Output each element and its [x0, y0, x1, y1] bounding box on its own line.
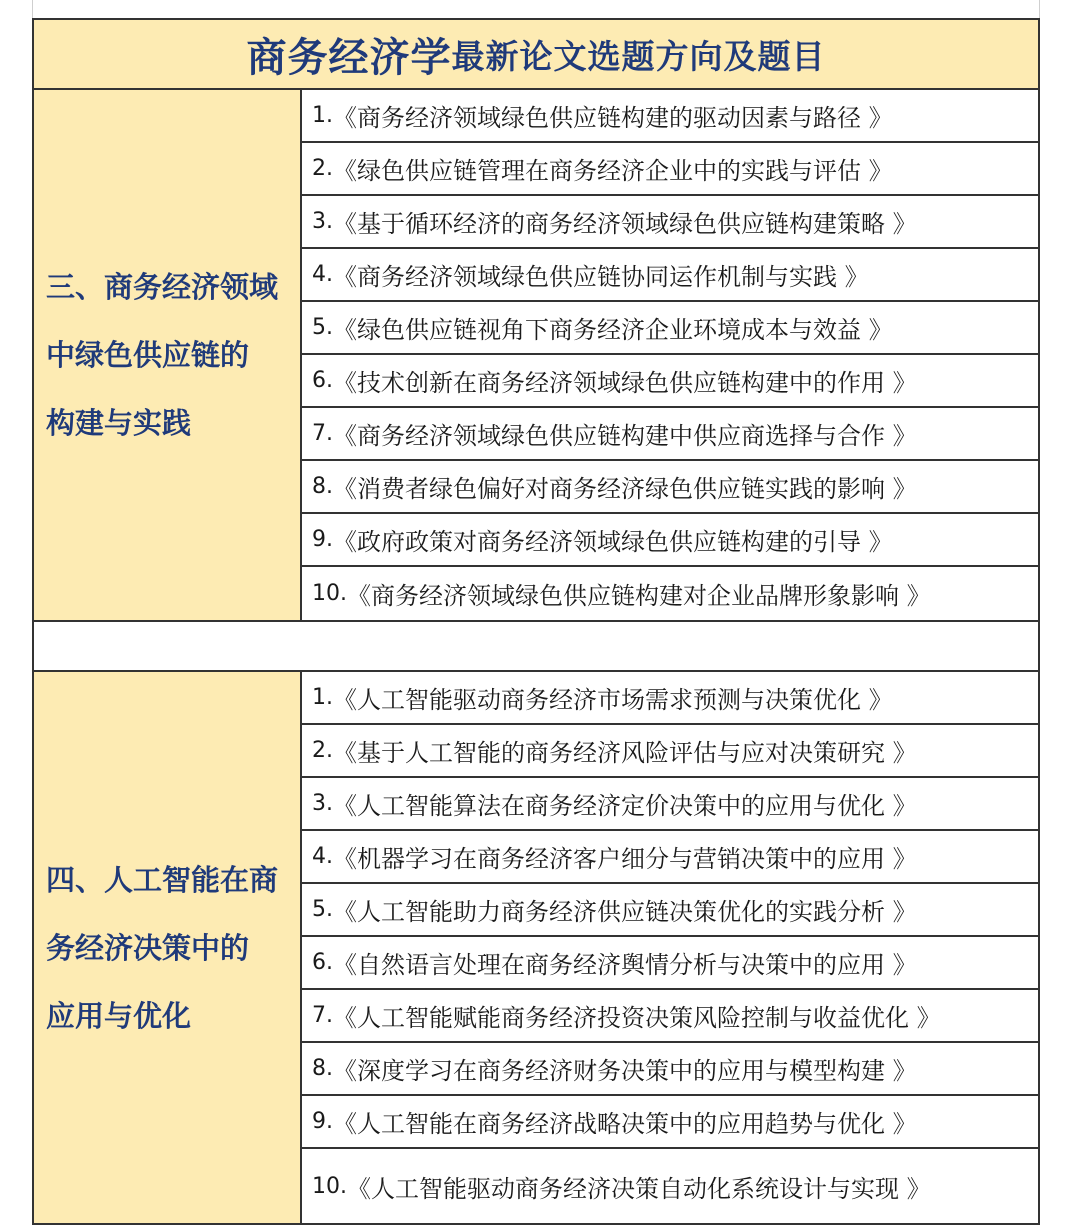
topic-item	[302, 567, 1038, 620]
topic-number: 8.	[312, 474, 333, 499]
topic-list	[302, 672, 1038, 1223]
top-edge	[32, 0, 1040, 18]
topic-item	[302, 937, 1038, 990]
topic-number: 1.	[312, 685, 333, 710]
topic-title: 《人工智能驱动商务经济决策自动化系统设计与实现 》	[347, 1174, 931, 1203]
topic-item	[302, 778, 1038, 831]
section-label-line: 构建与实践	[46, 406, 192, 440]
topic-title: 《商务经济领域绿色供应链构建对企业品牌形象影响 》	[347, 582, 931, 610]
topic-number: 7.	[312, 421, 333, 446]
topic-item	[302, 514, 1038, 567]
section-label-line: 中绿色供应链的	[46, 338, 250, 372]
topic-item	[302, 884, 1038, 937]
topic-item	[302, 831, 1038, 884]
topic-item	[302, 990, 1038, 1043]
section-label-line: 务经济决策中的	[46, 930, 250, 965]
empty-row	[34, 622, 1038, 672]
topic-number: 7.	[312, 1003, 333, 1028]
topic-title: 《绿色供应链视角下商务经济企业环境成本与效益 》	[333, 316, 893, 344]
topic-number: 1.	[312, 103, 333, 128]
section-label-line: 应用与优化	[46, 998, 192, 1033]
topic-item	[302, 1043, 1038, 1096]
topic-item	[302, 1096, 1038, 1149]
topic-title: 《机器学习在商务经济客户细分与营销决策中的应用 》	[333, 845, 917, 873]
topic-number: 2.	[312, 156, 333, 181]
topic-title: 《人工智能赋能商务经济投资决策风险控制与收益优化 》	[333, 1004, 941, 1032]
topic-title: 《人工智能助力商务经济供应链决策优化的实践分析 》	[333, 898, 917, 926]
topic-item	[302, 408, 1038, 461]
topic-item	[302, 672, 1038, 725]
topic-title: 《绿色供应链管理在商务经济企业中的实践与评估 》	[333, 157, 893, 185]
topic-item	[302, 302, 1038, 355]
topic-number: 4.	[312, 844, 333, 869]
topic-title: 《深度学习在商务经济财务决策中的应用与模型构建 》	[333, 1057, 917, 1085]
section-label-line: 四、人工智能在商	[46, 862, 279, 897]
topic-number: 6.	[312, 950, 333, 975]
section-ai-decision	[34, 672, 1038, 1223]
topic-title: 《商务经济领域绿色供应链构建的驱动因素与路径 》	[333, 104, 893, 132]
topic-list	[302, 90, 1038, 620]
topic-number: 3.	[312, 791, 333, 816]
section-label-line: 三、商务经济领域	[46, 270, 279, 304]
topic-title: 《技术创新在商务经济领域绿色供应链构建中的作用 》	[333, 369, 917, 397]
section-label-text	[46, 253, 278, 457]
topic-number: 5.	[312, 315, 333, 340]
topic-number: 4.	[312, 262, 333, 287]
table-title	[34, 20, 1038, 90]
topic-number: 9.	[312, 1109, 333, 1134]
section-label	[34, 672, 302, 1223]
topic-item	[302, 249, 1038, 302]
topic-number: 10.	[312, 581, 347, 606]
topic-title: 《消费者绿色偏好对商务经济绿色供应链实践的影响 》	[333, 475, 917, 503]
topic-title: 《人工智能在商务经济战略决策中的应用趋势与优化 》	[333, 1110, 917, 1138]
topic-number: 6.	[312, 368, 333, 393]
topic-title: 《政府政策对商务经济领域绿色供应链构建的引导 》	[333, 528, 893, 556]
topic-number: 9.	[312, 527, 333, 552]
section-label-text	[46, 846, 278, 1050]
topic-item	[302, 90, 1038, 143]
topic-title: 《自然语言处理在商务经济舆情分析与决策中的应用 》	[333, 951, 917, 979]
topics-table	[32, 18, 1040, 1225]
topic-number: 3.	[312, 209, 333, 234]
topic-title: 《基于循环经济的商务经济领域绿色供应链构建策略 》	[333, 210, 917, 238]
topic-number: 5.	[312, 897, 333, 922]
topic-title: 《商务经济领域绿色供应链构建中供应商选择与合作 》	[333, 422, 917, 450]
section-label	[34, 90, 302, 620]
topic-number: 8.	[312, 1056, 333, 1081]
topic-item	[302, 143, 1038, 196]
topic-item	[302, 725, 1038, 778]
topic-title: 《基于人工智能的商务经济风险评估与应对决策研究 》	[333, 739, 917, 767]
topic-title: 《商务经济领域绿色供应链协同运作机制与实践 》	[333, 263, 869, 291]
title-main: 商务经济学	[246, 34, 452, 81]
topic-item	[302, 1149, 1038, 1223]
section-green-supply-chain	[34, 90, 1038, 622]
topic-item	[302, 355, 1038, 408]
topic-number: 10.	[312, 1173, 347, 1199]
topic-title: 《人工智能驱动商务经济市场需求预测与决策优化 》	[333, 686, 893, 714]
topic-number: 2.	[312, 738, 333, 763]
topic-item	[302, 196, 1038, 249]
title-sub: 最新论文选题方向及题目	[451, 36, 826, 76]
topic-title: 《人工智能算法在商务经济定价决策中的应用与优化 》	[333, 792, 917, 820]
topic-item	[302, 461, 1038, 514]
